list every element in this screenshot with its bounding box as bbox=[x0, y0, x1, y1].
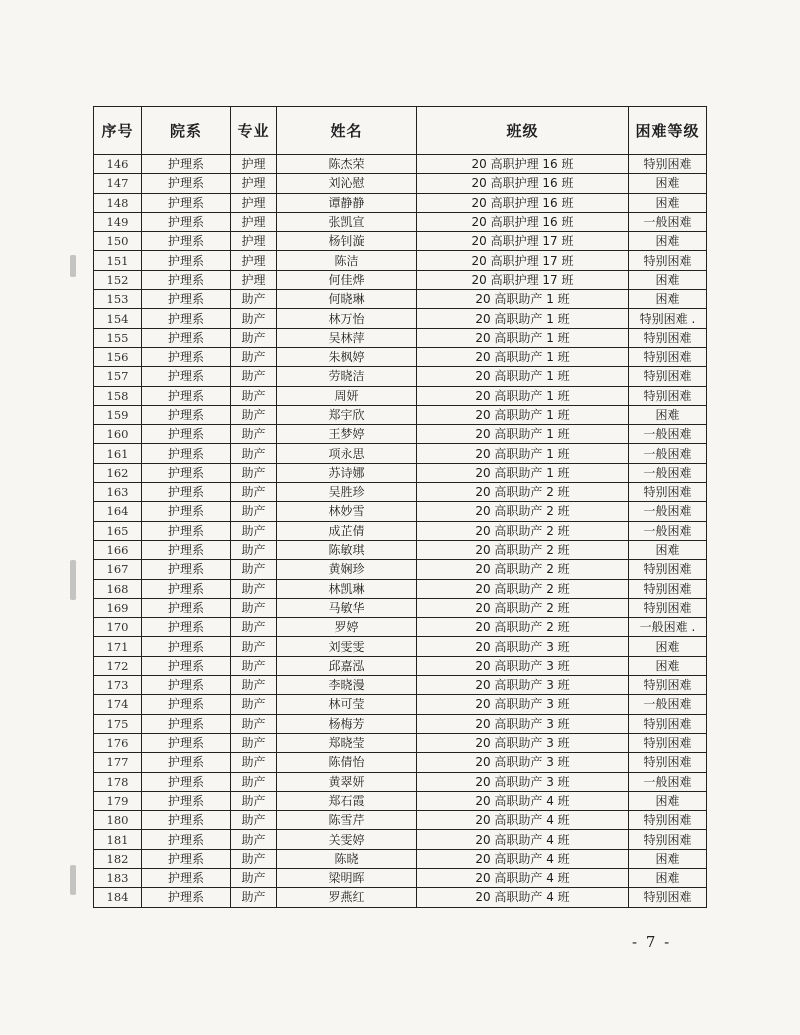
cell-department: 护理系 bbox=[142, 521, 231, 540]
table-row bbox=[94, 309, 707, 328]
cell-hardship-level: 困难 bbox=[629, 270, 707, 289]
cell-major: 助产 bbox=[231, 347, 277, 366]
cell-class: 20 高职助产 2 班 bbox=[417, 618, 629, 637]
cell-serial-number: 176 bbox=[94, 733, 142, 752]
cell-name: 林万怡 bbox=[277, 309, 417, 328]
cell-class: 20 高职护理 17 班 bbox=[417, 270, 629, 289]
cell-name: 张凯宣 bbox=[277, 212, 417, 231]
cell-class: 20 高职助产 2 班 bbox=[417, 483, 629, 502]
cell-name: 陈倩怡 bbox=[277, 753, 417, 772]
cell-department: 护理系 bbox=[142, 270, 231, 289]
cell-major: 助产 bbox=[231, 483, 277, 502]
cell-hardship-level: 特别困难 bbox=[629, 386, 707, 405]
table-row bbox=[94, 174, 707, 193]
cell-hardship-level: 特别困难 bbox=[629, 328, 707, 347]
cell-serial-number: 171 bbox=[94, 637, 142, 656]
cell-serial-number: 183 bbox=[94, 868, 142, 887]
cell-hardship-level: 困难 bbox=[629, 405, 707, 424]
table-row bbox=[94, 290, 707, 309]
table-row bbox=[94, 676, 707, 695]
cell-serial-number: 170 bbox=[94, 618, 142, 637]
cell-name: 朱枫婷 bbox=[277, 347, 417, 366]
cell-major: 护理 bbox=[231, 155, 277, 174]
table-row bbox=[94, 347, 707, 366]
cell-class: 20 高职助产 1 班 bbox=[417, 386, 629, 405]
cell-hardship-level: 困难 bbox=[629, 791, 707, 810]
cell-department: 护理系 bbox=[142, 155, 231, 174]
cell-class: 20 高职护理 16 班 bbox=[417, 193, 629, 212]
cell-class: 20 高职助产 3 班 bbox=[417, 772, 629, 791]
cell-major: 助产 bbox=[231, 598, 277, 617]
cell-class: 20 高职助产 3 班 bbox=[417, 733, 629, 752]
cell-department: 护理系 bbox=[142, 502, 231, 521]
cell-class: 20 高职助产 1 班 bbox=[417, 367, 629, 386]
cell-serial-number: 153 bbox=[94, 290, 142, 309]
cell-class: 20 高职助产 1 班 bbox=[417, 463, 629, 482]
cell-major: 助产 bbox=[231, 463, 277, 482]
cell-name: 陈敏琪 bbox=[277, 540, 417, 559]
cell-major: 助产 bbox=[231, 405, 277, 424]
table-row bbox=[94, 695, 707, 714]
cell-name: 关雯婷 bbox=[277, 830, 417, 849]
cell-hardship-level: 特别困难 bbox=[629, 753, 707, 772]
table-row bbox=[94, 772, 707, 791]
cell-hardship-level: 特别困难 bbox=[629, 714, 707, 733]
table-row bbox=[94, 232, 707, 251]
cell-major: 助产 bbox=[231, 733, 277, 752]
cell-class: 20 高职助产 2 班 bbox=[417, 560, 629, 579]
cell-class: 20 高职护理 16 班 bbox=[417, 174, 629, 193]
cell-major: 助产 bbox=[231, 811, 277, 830]
table-row bbox=[94, 483, 707, 502]
cell-major: 助产 bbox=[231, 695, 277, 714]
cell-name: 郑宇欣 bbox=[277, 405, 417, 424]
cell-hardship-level: 特别困难 bbox=[629, 483, 707, 502]
cell-name: 陈雪芹 bbox=[277, 811, 417, 830]
table-row bbox=[94, 386, 707, 405]
cell-major: 助产 bbox=[231, 579, 277, 598]
table-row bbox=[94, 656, 707, 675]
cell-name: 何晓琳 bbox=[277, 290, 417, 309]
cell-serial-number: 163 bbox=[94, 483, 142, 502]
cell-serial-number: 177 bbox=[94, 753, 142, 772]
table-row bbox=[94, 405, 707, 424]
cell-major: 助产 bbox=[231, 849, 277, 868]
cell-name: 谭静静 bbox=[277, 193, 417, 212]
cell-class: 20 高职助产 3 班 bbox=[417, 637, 629, 656]
cell-major: 助产 bbox=[231, 637, 277, 656]
table-row bbox=[94, 598, 707, 617]
cell-department: 护理系 bbox=[142, 328, 231, 347]
cell-hardship-level: 特别困难 bbox=[629, 830, 707, 849]
cell-department: 护理系 bbox=[142, 868, 231, 887]
cell-hardship-level: 困难 bbox=[629, 656, 707, 675]
cell-department: 护理系 bbox=[142, 579, 231, 598]
cell-class: 20 高职助产 2 班 bbox=[417, 579, 629, 598]
table-row bbox=[94, 502, 707, 521]
cell-major: 助产 bbox=[231, 714, 277, 733]
table-row bbox=[94, 811, 707, 830]
table-row bbox=[94, 830, 707, 849]
cell-name: 罗婷 bbox=[277, 618, 417, 637]
cell-major: 助产 bbox=[231, 830, 277, 849]
table-header bbox=[94, 107, 707, 155]
cell-name: 杨梅芳 bbox=[277, 714, 417, 733]
cell-hardship-level: 一般困难 bbox=[629, 695, 707, 714]
cell-major: 助产 bbox=[231, 290, 277, 309]
header-major: 专业 bbox=[231, 107, 277, 155]
table-row bbox=[94, 425, 707, 444]
cell-department: 护理系 bbox=[142, 791, 231, 810]
cell-major: 助产 bbox=[231, 772, 277, 791]
cell-department: 护理系 bbox=[142, 811, 231, 830]
cell-serial-number: 166 bbox=[94, 540, 142, 559]
cell-hardship-level: 困难 bbox=[629, 637, 707, 656]
cell-name: 杨钊漩 bbox=[277, 232, 417, 251]
cell-department: 护理系 bbox=[142, 849, 231, 868]
cell-major: 护理 bbox=[231, 174, 277, 193]
cell-hardship-level: 一般困难 bbox=[629, 463, 707, 482]
binding-hole-mark bbox=[70, 255, 76, 277]
binding-hole-mark bbox=[70, 865, 76, 895]
cell-hardship-level: 困难 bbox=[629, 540, 707, 559]
cell-department: 护理系 bbox=[142, 753, 231, 772]
cell-serial-number: 178 bbox=[94, 772, 142, 791]
cell-major: 助产 bbox=[231, 560, 277, 579]
table-row bbox=[94, 579, 707, 598]
cell-class: 20 高职护理 17 班 bbox=[417, 232, 629, 251]
cell-serial-number: 149 bbox=[94, 212, 142, 231]
cell-serial-number: 169 bbox=[94, 598, 142, 617]
table-row bbox=[94, 868, 707, 887]
cell-serial-number: 150 bbox=[94, 232, 142, 251]
cell-department: 护理系 bbox=[142, 676, 231, 695]
cell-department: 护理系 bbox=[142, 309, 231, 328]
cell-major: 助产 bbox=[231, 656, 277, 675]
cell-hardship-level: 特别困难 bbox=[629, 251, 707, 270]
cell-name: 劳晓洁 bbox=[277, 367, 417, 386]
cell-name: 项永思 bbox=[277, 444, 417, 463]
cell-hardship-level: 特别困难 bbox=[629, 347, 707, 366]
header-class: 班级 bbox=[417, 107, 629, 155]
cell-hardship-level: 特别困难 bbox=[629, 811, 707, 830]
cell-class: 20 高职助产 1 班 bbox=[417, 328, 629, 347]
cell-major: 护理 bbox=[231, 270, 277, 289]
header-department: 院系 bbox=[142, 107, 231, 155]
cell-hardship-level: 一般困难 bbox=[629, 772, 707, 791]
cell-major: 助产 bbox=[231, 367, 277, 386]
cell-name: 李晓漫 bbox=[277, 676, 417, 695]
cell-hardship-level: 特别困难 bbox=[629, 155, 707, 174]
cell-name: 马敏华 bbox=[277, 598, 417, 617]
cell-hardship-level: 困难 bbox=[629, 290, 707, 309]
cell-class: 20 高职助产 3 班 bbox=[417, 676, 629, 695]
cell-class: 20 高职护理 17 班 bbox=[417, 251, 629, 270]
cell-department: 护理系 bbox=[142, 347, 231, 366]
cell-class: 20 高职助产 3 班 bbox=[417, 753, 629, 772]
cell-department: 护理系 bbox=[142, 560, 231, 579]
cell-hardship-level: 困难 bbox=[629, 849, 707, 868]
table-row bbox=[94, 212, 707, 231]
cell-name: 罗燕红 bbox=[277, 888, 417, 907]
cell-name: 吴胜珍 bbox=[277, 483, 417, 502]
cell-class: 20 高职助产 3 班 bbox=[417, 695, 629, 714]
cell-department: 护理系 bbox=[142, 367, 231, 386]
cell-department: 护理系 bbox=[142, 405, 231, 424]
cell-department: 护理系 bbox=[142, 483, 231, 502]
cell-serial-number: 152 bbox=[94, 270, 142, 289]
table-row bbox=[94, 521, 707, 540]
cell-department: 护理系 bbox=[142, 656, 231, 675]
cell-name: 王梦婷 bbox=[277, 425, 417, 444]
cell-department: 护理系 bbox=[142, 618, 231, 637]
table-row bbox=[94, 560, 707, 579]
student-hardship-table bbox=[93, 106, 707, 908]
cell-hardship-level: 特别困难 bbox=[629, 676, 707, 695]
cell-class: 20 高职助产 4 班 bbox=[417, 811, 629, 830]
table-body bbox=[94, 155, 707, 908]
cell-class: 20 高职助产 4 班 bbox=[417, 868, 629, 887]
header-name: 姓名 bbox=[277, 107, 417, 155]
cell-class: 20 高职护理 16 班 bbox=[417, 155, 629, 174]
cell-serial-number: 174 bbox=[94, 695, 142, 714]
cell-hardship-level: 特别困难 bbox=[629, 888, 707, 907]
cell-hardship-level: 特别困难 bbox=[629, 367, 707, 386]
table-row bbox=[94, 791, 707, 810]
cell-serial-number: 175 bbox=[94, 714, 142, 733]
cell-department: 护理系 bbox=[142, 463, 231, 482]
cell-class: 20 高职护理 16 班 bbox=[417, 212, 629, 231]
table-row bbox=[94, 251, 707, 270]
cell-class: 20 高职助产 1 班 bbox=[417, 425, 629, 444]
table-row bbox=[94, 733, 707, 752]
cell-major: 护理 bbox=[231, 251, 277, 270]
cell-department: 护理系 bbox=[142, 290, 231, 309]
cell-hardship-level: 一般困难 bbox=[629, 212, 707, 231]
cell-class: 20 高职助产 2 班 bbox=[417, 540, 629, 559]
cell-department: 护理系 bbox=[142, 830, 231, 849]
cell-name: 邱嘉泓 bbox=[277, 656, 417, 675]
cell-serial-number: 182 bbox=[94, 849, 142, 868]
cell-hardship-level: 一般困难 bbox=[629, 425, 707, 444]
cell-serial-number: 151 bbox=[94, 251, 142, 270]
cell-serial-number: 173 bbox=[94, 676, 142, 695]
cell-hardship-level: 特别困难 bbox=[629, 579, 707, 598]
cell-hardship-level: 特别困难 bbox=[629, 598, 707, 617]
cell-major: 助产 bbox=[231, 618, 277, 637]
cell-name: 陈洁 bbox=[277, 251, 417, 270]
cell-class: 20 高职助产 3 班 bbox=[417, 656, 629, 675]
cell-major: 助产 bbox=[231, 868, 277, 887]
cell-department: 护理系 bbox=[142, 174, 231, 193]
cell-department: 护理系 bbox=[142, 540, 231, 559]
cell-department: 护理系 bbox=[142, 251, 231, 270]
cell-serial-number: 148 bbox=[94, 193, 142, 212]
cell-hardship-level: 特别困难 . bbox=[629, 309, 707, 328]
cell-hardship-level: 困难 bbox=[629, 174, 707, 193]
cell-department: 护理系 bbox=[142, 637, 231, 656]
table-row bbox=[94, 444, 707, 463]
cell-department: 护理系 bbox=[142, 386, 231, 405]
cell-class: 20 高职助产 2 班 bbox=[417, 502, 629, 521]
cell-serial-number: 164 bbox=[94, 502, 142, 521]
cell-department: 护理系 bbox=[142, 212, 231, 231]
cell-major: 助产 bbox=[231, 444, 277, 463]
header-row bbox=[94, 107, 707, 155]
cell-major: 助产 bbox=[231, 540, 277, 559]
cell-serial-number: 146 bbox=[94, 155, 142, 174]
table-row bbox=[94, 637, 707, 656]
cell-major: 助产 bbox=[231, 309, 277, 328]
cell-hardship-level: 一般困难 bbox=[629, 521, 707, 540]
cell-serial-number: 156 bbox=[94, 347, 142, 366]
cell-serial-number: 184 bbox=[94, 888, 142, 907]
cell-serial-number: 179 bbox=[94, 791, 142, 810]
cell-department: 护理系 bbox=[142, 425, 231, 444]
cell-class: 20 高职助产 3 班 bbox=[417, 714, 629, 733]
cell-hardship-level: 特别困难 bbox=[629, 560, 707, 579]
cell-major: 助产 bbox=[231, 425, 277, 444]
cell-name: 陈晓 bbox=[277, 849, 417, 868]
cell-class: 20 高职助产 4 班 bbox=[417, 830, 629, 849]
cell-serial-number: 168 bbox=[94, 579, 142, 598]
cell-major: 助产 bbox=[231, 753, 277, 772]
cell-major: 助产 bbox=[231, 791, 277, 810]
cell-name: 林可莹 bbox=[277, 695, 417, 714]
table-row bbox=[94, 540, 707, 559]
cell-hardship-level: 困难 bbox=[629, 193, 707, 212]
table-row bbox=[94, 753, 707, 772]
cell-name: 苏诗娜 bbox=[277, 463, 417, 482]
cell-department: 护理系 bbox=[142, 598, 231, 617]
cell-serial-number: 159 bbox=[94, 405, 142, 424]
cell-major: 助产 bbox=[231, 676, 277, 695]
cell-name: 何佳烨 bbox=[277, 270, 417, 289]
cell-serial-number: 158 bbox=[94, 386, 142, 405]
cell-name: 陈杰荣 bbox=[277, 155, 417, 174]
cell-name: 郑石霞 bbox=[277, 791, 417, 810]
cell-department: 护理系 bbox=[142, 444, 231, 463]
cell-class: 20 高职助产 1 班 bbox=[417, 347, 629, 366]
cell-major: 助产 bbox=[231, 888, 277, 907]
cell-hardship-level: 一般困难 bbox=[629, 502, 707, 521]
table-row bbox=[94, 849, 707, 868]
cell-name: 黄娴珍 bbox=[277, 560, 417, 579]
cell-class: 20 高职助产 2 班 bbox=[417, 598, 629, 617]
cell-name: 刘沁慰 bbox=[277, 174, 417, 193]
cell-hardship-level: 困难 bbox=[629, 868, 707, 887]
cell-serial-number: 160 bbox=[94, 425, 142, 444]
cell-department: 护理系 bbox=[142, 695, 231, 714]
cell-class: 20 高职助产 1 班 bbox=[417, 444, 629, 463]
cell-class: 20 高职助产 1 班 bbox=[417, 309, 629, 328]
cell-major: 助产 bbox=[231, 502, 277, 521]
cell-class: 20 高职助产 1 班 bbox=[417, 290, 629, 309]
cell-department: 护理系 bbox=[142, 888, 231, 907]
cell-hardship-level: 一般困难 bbox=[629, 444, 707, 463]
cell-serial-number: 165 bbox=[94, 521, 142, 540]
cell-hardship-level: 困难 bbox=[629, 232, 707, 251]
cell-serial-number: 181 bbox=[94, 830, 142, 849]
table-row bbox=[94, 155, 707, 174]
cell-major: 护理 bbox=[231, 212, 277, 231]
cell-class: 20 高职助产 4 班 bbox=[417, 849, 629, 868]
cell-serial-number: 162 bbox=[94, 463, 142, 482]
table-row bbox=[94, 888, 707, 907]
cell-name: 周妍 bbox=[277, 386, 417, 405]
cell-major: 助产 bbox=[231, 328, 277, 347]
cell-major: 助产 bbox=[231, 521, 277, 540]
cell-hardship-level: 一般困难 . bbox=[629, 618, 707, 637]
cell-serial-number: 154 bbox=[94, 309, 142, 328]
cell-hardship-level: 特别困难 bbox=[629, 733, 707, 752]
cell-major: 助产 bbox=[231, 386, 277, 405]
cell-name: 林妙雪 bbox=[277, 502, 417, 521]
table-row bbox=[94, 714, 707, 733]
binding-hole-mark bbox=[70, 560, 76, 600]
cell-name: 梁明晖 bbox=[277, 868, 417, 887]
cell-serial-number: 180 bbox=[94, 811, 142, 830]
cell-class: 20 高职助产 4 班 bbox=[417, 791, 629, 810]
table-row bbox=[94, 618, 707, 637]
header-serial-number: 序号 bbox=[94, 107, 142, 155]
cell-serial-number: 161 bbox=[94, 444, 142, 463]
cell-department: 护理系 bbox=[142, 232, 231, 251]
table-row bbox=[94, 270, 707, 289]
table-row bbox=[94, 193, 707, 212]
cell-name: 成芷倩 bbox=[277, 521, 417, 540]
cell-major: 护理 bbox=[231, 193, 277, 212]
cell-department: 护理系 bbox=[142, 714, 231, 733]
cell-name: 黄翠妍 bbox=[277, 772, 417, 791]
cell-department: 护理系 bbox=[142, 733, 231, 752]
table-row bbox=[94, 463, 707, 482]
table-row bbox=[94, 328, 707, 347]
cell-name: 郑晓莹 bbox=[277, 733, 417, 752]
cell-class: 20 高职助产 4 班 bbox=[417, 888, 629, 907]
cell-name: 吴林萍 bbox=[277, 328, 417, 347]
page-number: - 7 - bbox=[632, 933, 672, 951]
cell-serial-number: 167 bbox=[94, 560, 142, 579]
cell-department: 护理系 bbox=[142, 193, 231, 212]
header-hardship-level: 困难等级 bbox=[629, 107, 707, 155]
cell-serial-number: 157 bbox=[94, 367, 142, 386]
cell-class: 20 高职助产 2 班 bbox=[417, 521, 629, 540]
table-row bbox=[94, 367, 707, 386]
cell-name: 林凯琳 bbox=[277, 579, 417, 598]
cell-class: 20 高职助产 1 班 bbox=[417, 405, 629, 424]
cell-serial-number: 155 bbox=[94, 328, 142, 347]
cell-serial-number: 172 bbox=[94, 656, 142, 675]
cell-major: 护理 bbox=[231, 232, 277, 251]
cell-serial-number: 147 bbox=[94, 174, 142, 193]
cell-name: 刘雯雯 bbox=[277, 637, 417, 656]
cell-department: 护理系 bbox=[142, 772, 231, 791]
